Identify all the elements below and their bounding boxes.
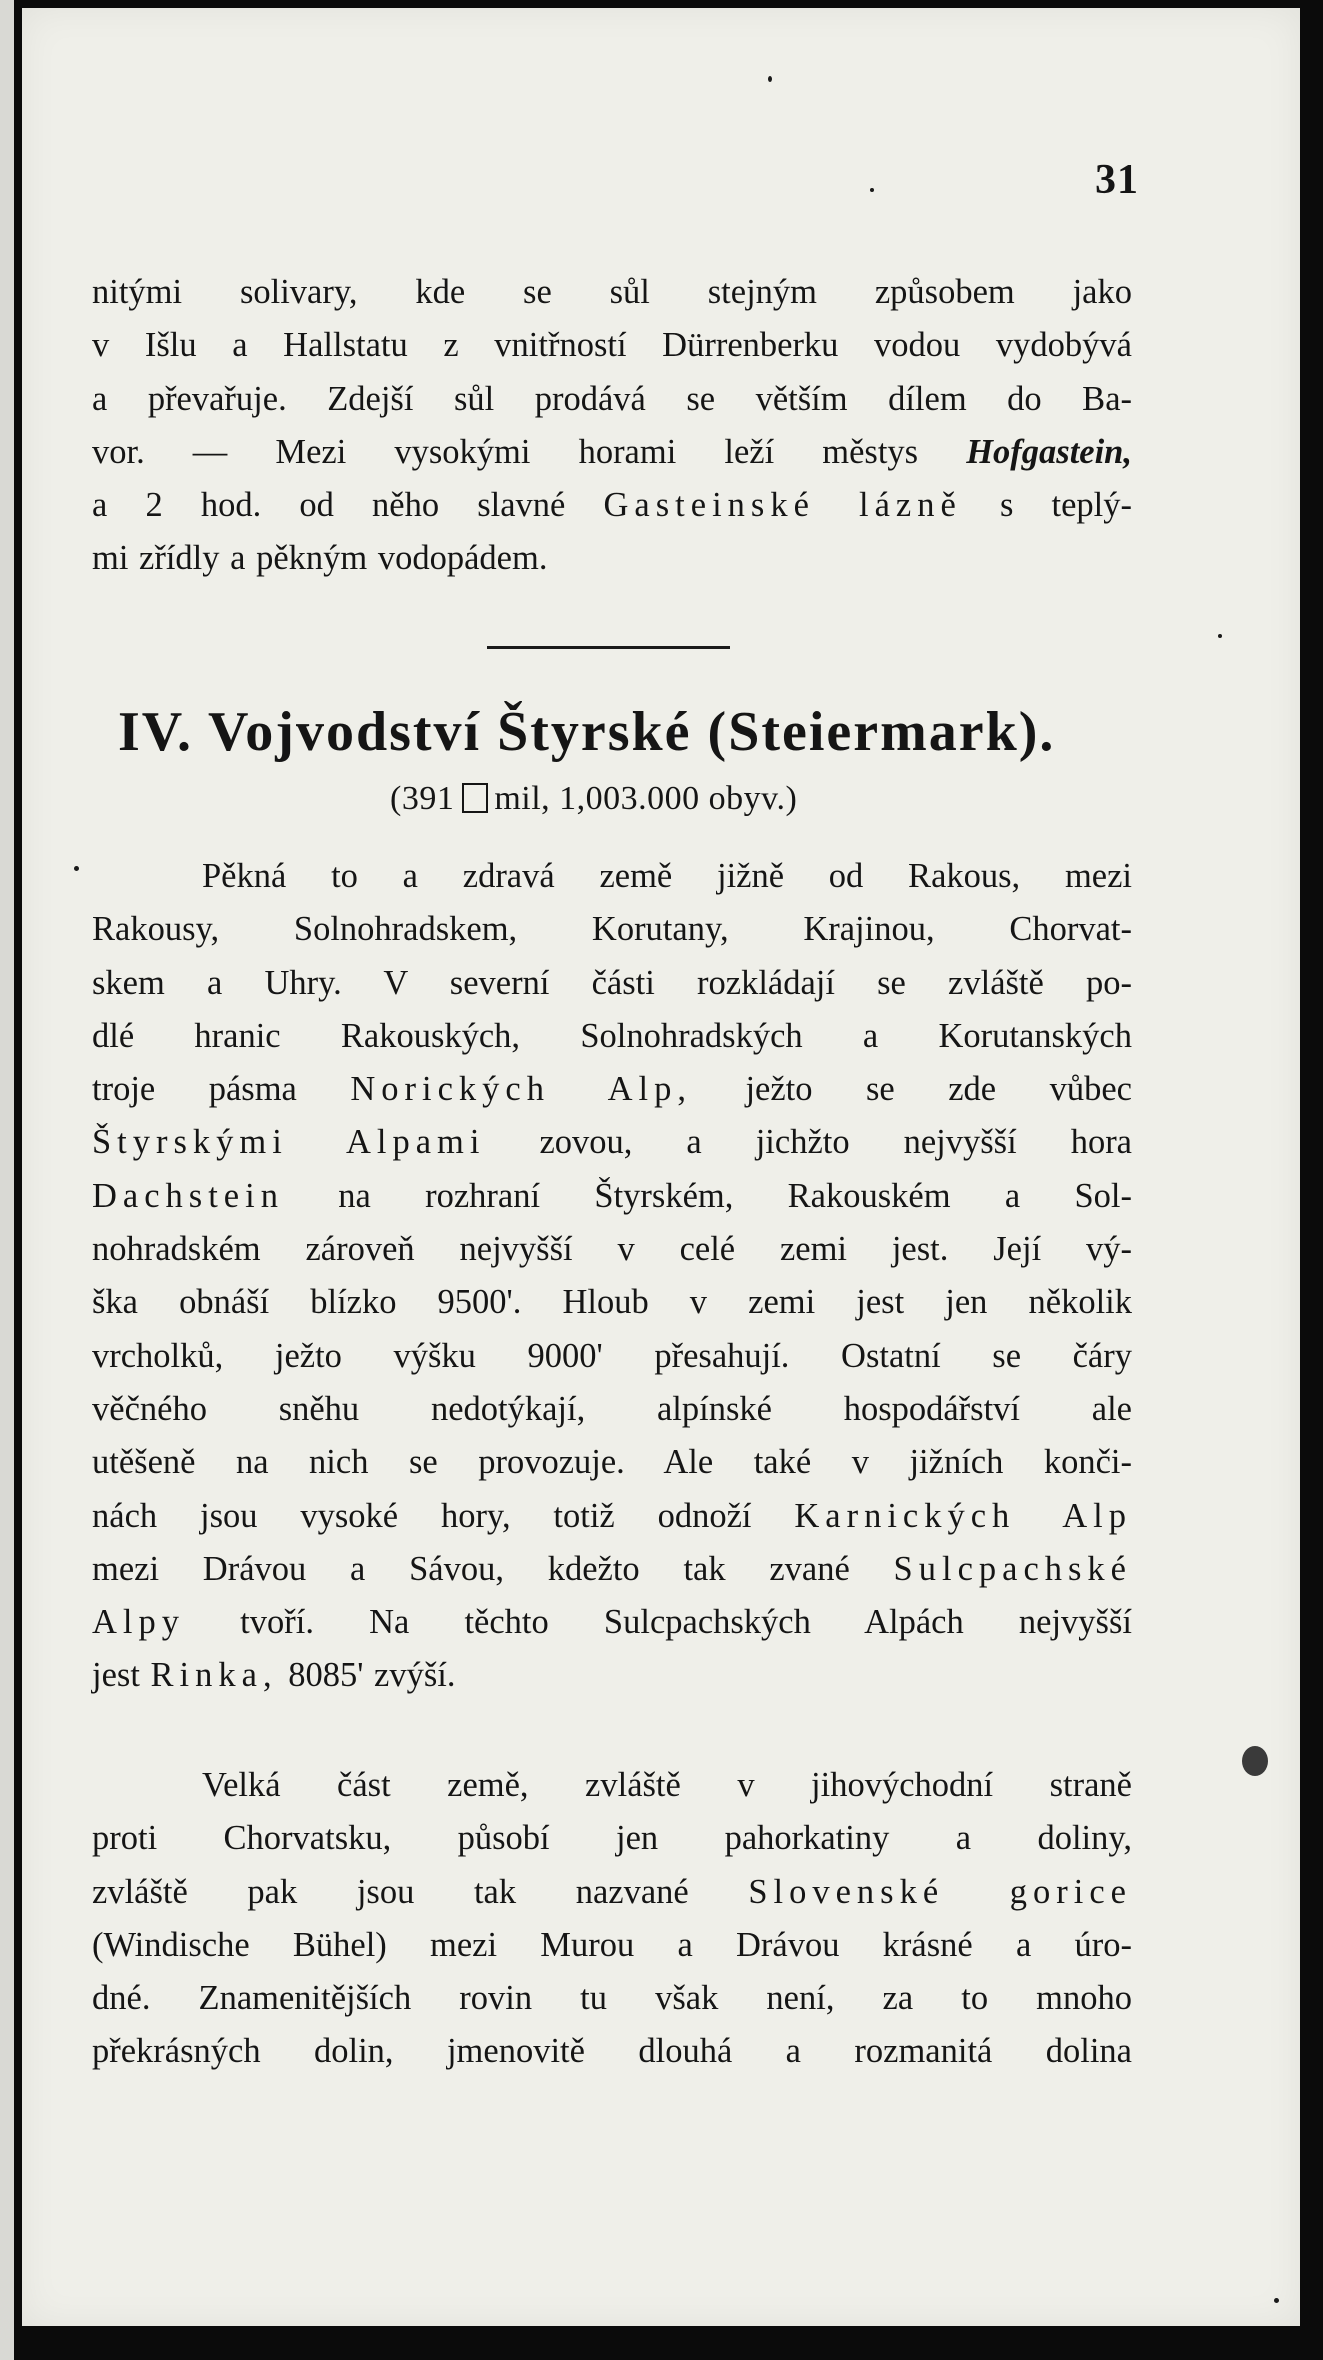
scan-left-edge xyxy=(0,0,22,2360)
text-line: skem a Uhry. V severní části rozkládají se zvláště po- xyxy=(92,963,1132,1002)
dust-speck xyxy=(768,76,772,82)
text-line xyxy=(92,479,1132,532)
text-segment: zovou, a jichžto nejvyšší hora xyxy=(485,1123,1132,1162)
text-line: vrcholků, ježto výšku 9000' přesahují. Ostatní se čáry xyxy=(92,1336,1132,1375)
section-heading: IV. Vojvodství Štyrské (Steiermark). xyxy=(118,701,1056,763)
subheading-area: (391 xyxy=(390,780,455,817)
text-line xyxy=(92,1490,1132,1543)
text-segment: 8085' zvýší. xyxy=(277,1656,456,1695)
text-line: nohradském zároveň nejvyšší v celé zemi jest. Její vý- xyxy=(92,1230,1132,1269)
subheading-stats: mil, 1,003.000 obyv.) xyxy=(494,780,798,817)
paragraph-salt-mines xyxy=(92,266,1132,586)
text-line: mi zřídly a pěkným vodopádem. xyxy=(92,539,548,578)
text-line xyxy=(92,1170,1132,1223)
text-line xyxy=(92,1116,1132,1169)
spaced-name-gasteinske: Gasteinské lázně xyxy=(603,486,962,525)
text-segment: na rozhraní Štyrském, Rakouském a Sol- xyxy=(283,1176,1132,1215)
text-line xyxy=(92,1543,1132,1596)
text-segment: jest xyxy=(92,1656,151,1695)
spaced-name-dachstein: Dachstein xyxy=(92,1176,284,1215)
spaced-name-rinka: Rinka, xyxy=(150,1656,278,1695)
text-line: Velká část země, zvláště v jihovýchodní straně xyxy=(202,1766,1132,1804)
place-name-hofgastein: Hofgastein, xyxy=(966,432,1132,471)
text-segment: vor. — Mezi vysokými horami leží městys xyxy=(92,432,967,471)
text-line xyxy=(92,1866,1132,1919)
text-segment: nách jsou vysoké hory, totiž odnoží xyxy=(92,1496,795,1535)
text-line xyxy=(92,1596,1132,1649)
text-segment: a 2 hod. od něho slavné xyxy=(92,486,604,525)
text-segment: tvoří. Na těchto Sulcpachských Alpách nejvyšší xyxy=(185,1603,1132,1642)
text-line xyxy=(92,426,1132,479)
spaced-name-styrske-alpy: Štyrskými Alpami xyxy=(92,1123,486,1162)
text-line: utěšeně na nich se provozuje. Ale také v jižních konči- xyxy=(92,1443,1132,1482)
spaced-name-karnicke-alpy: Karnických Alp xyxy=(794,1496,1132,1535)
text-line xyxy=(92,1063,1132,1116)
dust-speck xyxy=(1274,2298,1279,2303)
text-line: ška obnáší blízko 9500'. Hloub v zemi jest jen několik xyxy=(92,1283,1132,1322)
spaced-name-noricke-alpy: Norických Alp, xyxy=(350,1070,692,1109)
text-segment: ježto se zde vůbec xyxy=(691,1070,1132,1109)
text-line: Pěkná to a zdravá země jižně od Rakous, mezi xyxy=(202,857,1132,895)
paragraph-lowlands xyxy=(92,1759,1132,2079)
spaced-name-alpy: Alpy xyxy=(92,1603,185,1642)
text-line: (Windische Bühel) mezi Murou a Drávou krásné a úro- xyxy=(92,1925,1132,1964)
text-line: věčného sněhu nedotýkají, alpínské hospodářství ale xyxy=(92,1389,1132,1428)
text-line: v Išlu a Hallstatu z vnitřností Dürrenberku vodou vydobývá xyxy=(92,326,1132,365)
section-subheading xyxy=(390,780,797,818)
spaced-name-slovenske-gorice: Slovenské gorice xyxy=(748,1872,1132,1911)
text-segment: mezi Drávou a Sávou, kdežto tak zvané xyxy=(92,1549,894,1588)
ink-blot xyxy=(1242,1746,1268,1776)
text-segment: troje pásma xyxy=(92,1070,351,1109)
spaced-name-sulcpachske: Sulcpachské xyxy=(893,1549,1132,1588)
dust-speck xyxy=(1218,634,1222,638)
text-line: překrásných dolin, jmenovitě dlouhá a rozmanitá dolina xyxy=(92,2032,1132,2071)
text-line: proti Chorvatsku, působí jen pahorkatiny a doliny, xyxy=(92,1819,1132,1858)
text-segment: s teplý- xyxy=(961,486,1132,525)
text-line: dné. Znamenitějších rovin tu však není, za to mnoho xyxy=(92,1979,1132,2018)
dust-speck xyxy=(74,866,79,871)
text-line: dlé hranic Rakouských, Solnohradských a Korutanských xyxy=(92,1016,1132,1055)
text-line: nitými solivary, kde se sůl stejným způsobem jako xyxy=(92,273,1132,311)
page-number: 31 xyxy=(1095,157,1139,203)
text-line: a převařuje. Zdejší sůl prodává se větším dílem do Ba- xyxy=(92,379,1132,418)
text-segment: zvláště pak jsou tak nazvané xyxy=(92,1872,749,1911)
text-line: Rakousy, Solnohradskem, Korutany, Krajinou, Chorvat- xyxy=(92,910,1132,949)
paragraph-geography xyxy=(92,850,1132,1703)
text-line xyxy=(92,1649,1132,1702)
book-page xyxy=(22,8,1300,2326)
dust-speck xyxy=(870,188,874,192)
square-mile-icon xyxy=(462,783,488,813)
section-divider xyxy=(487,646,730,649)
